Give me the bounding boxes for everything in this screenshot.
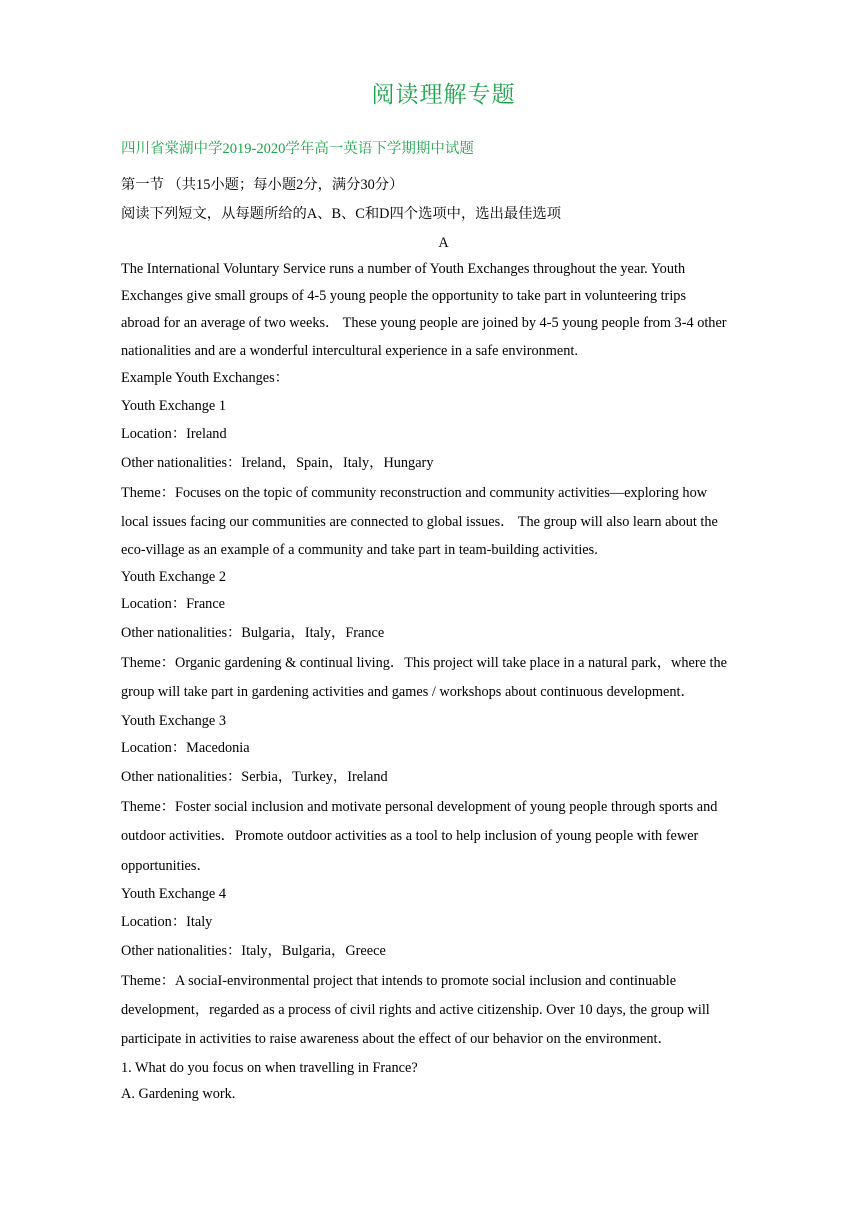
passage-text-line: nationalities and are a wonderful intercultural experience in a safe environment. <box>121 343 578 359</box>
exchange-theme: eco-village as an example of a community and take part in team-building activities. <box>121 542 598 558</box>
passage-text-line: Example Youth Exchanges： <box>121 370 289 386</box>
option-a: A. Gardening work. <box>121 1086 236 1102</box>
exchange-theme: opportunities． <box>121 858 211 874</box>
exchange-theme: Theme：Focuses on the topic of community reconstruction and community activities—exploring how <box>121 485 708 501</box>
exchange-location: Location：Ireland <box>121 426 227 442</box>
exchange-theme: local issues facing our communities are connected to global issues． The group will also learn about the <box>121 514 718 530</box>
exchange-location: Location：Macedonia <box>121 740 250 756</box>
exchange-heading: Youth Exchange 1 <box>121 398 226 414</box>
exchange-theme: participate in activities to raise awareness about the effect of our behavior on the environment． <box>121 1031 672 1047</box>
exchange-nationalities: Other nationalities：Ireland，Spain，Italy，Hungary <box>121 455 434 471</box>
page-title: 阅读理解专题 <box>371 82 516 107</box>
passage-label: A <box>438 235 449 251</box>
exam-subtitle: 四川省棠湖中学2019-2020学年高一英语下学期期中试题 <box>121 141 474 157</box>
exchange-theme: Theme：A sociaI-environmental project that intends to promote social inclusion and continuable <box>121 973 677 989</box>
reading-instruction: 阅读下列短文，从每题所给的A、B、C和D四个选项中，选出最佳选项 <box>121 206 562 222</box>
question-1: 1. What do you focus on when travelling in France? <box>121 1060 418 1076</box>
exchange-theme: outdoor activities．Promote outdoor activities as a tool to help inclusion of young people with fewer <box>121 828 699 844</box>
exchange-heading: Youth Exchange 3 <box>121 713 226 729</box>
exchange-nationalities: Other nationalities：Bulgaria，Italy，France <box>121 625 385 641</box>
exchange-heading: Youth Exchange 4 <box>121 886 226 902</box>
passage-text-line: Exchanges give small groups of 4-5 young people the opportunity to take part in volunteering trips <box>121 288 687 304</box>
exchange-theme: group will take part in gardening activities and games / workshops about continuous development． <box>121 684 695 700</box>
exchange-theme: Theme：Organic gardening & continual living．This project will take place in a natural park，where the <box>121 655 727 671</box>
passage-text-line: abroad for an average of two weeks． These young people are joined by 4-5 young people from 3-4 other <box>121 315 727 331</box>
section-instruction: 第一节 （共15小题；每小题2分，满分30分） <box>121 177 404 193</box>
exchange-heading: Youth Exchange 2 <box>121 569 226 585</box>
exchange-theme: Theme：Foster social inclusion and motivate personal development of young people through sports and <box>121 799 718 815</box>
exchange-location: Location：Italy <box>121 914 213 930</box>
passage-text-line: The International Voluntary Service runs a number of Youth Exchanges throughout the year. Youth <box>121 261 686 277</box>
exchange-nationalities: Other nationalities：Italy，Bulgaria，Greece <box>121 943 386 959</box>
exchange-location: Location：France <box>121 596 226 612</box>
exchange-theme: development，regarded as a process of civil rights and active citizenship. Over 10 days, the group will <box>121 1002 710 1018</box>
exchange-nationalities: Other nationalities：Serbia，Turkey，Ireland <box>121 769 388 785</box>
